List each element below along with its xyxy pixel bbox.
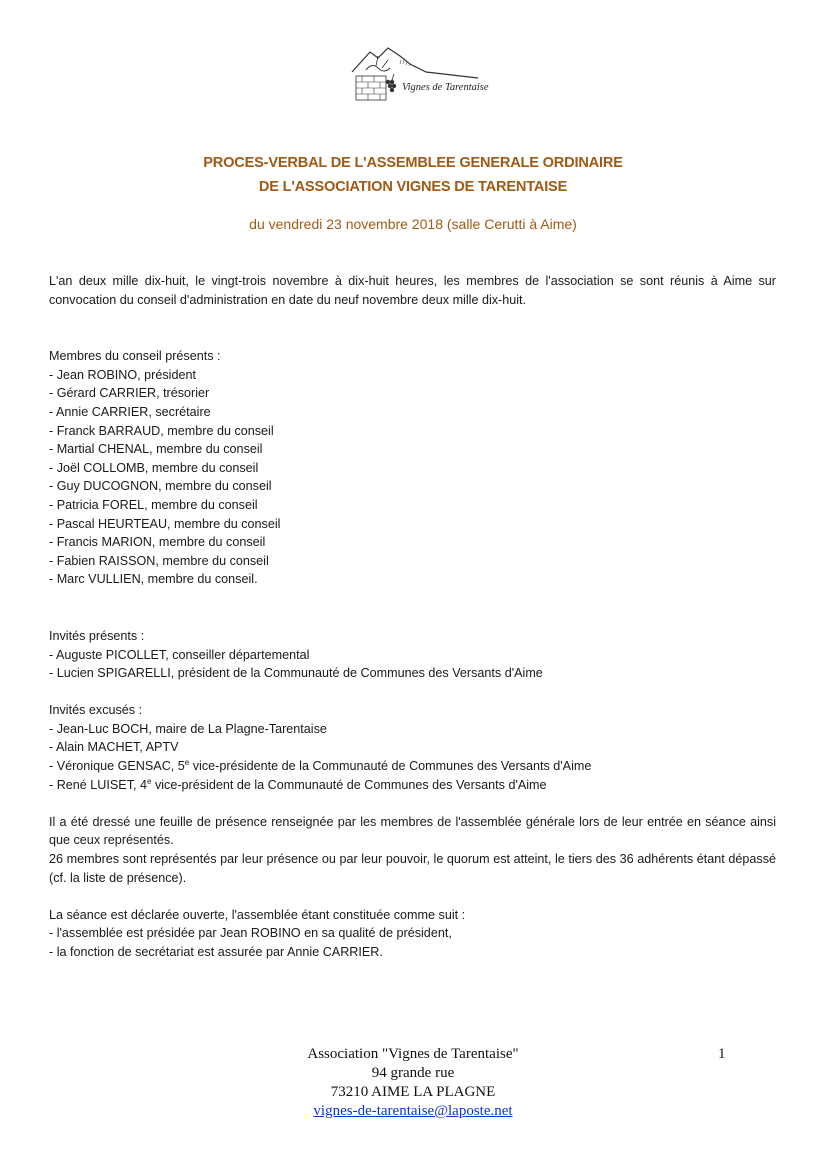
list-item: - Francis MARION, membre du conseil <box>49 535 266 550</box>
list-item: - Alain MACHET, APTV <box>49 740 179 755</box>
footer-street: 94 grande rue <box>371 1065 455 1081</box>
footer-email-link[interactable]: vignes-de-tarentaise@laposte.net <box>313 1103 513 1119</box>
document-title <box>0 151 826 199</box>
mountain-vineyard-logo-icon <box>348 42 482 108</box>
list-item: - Gérard CARRIER, trésorier <box>49 386 210 401</box>
list-item: - Pascal HEURTEAU, membre du conseil <box>49 516 281 531</box>
list-item: - Marc VULLIEN, membre du conseil. <box>49 572 258 587</box>
opening-heading: La séance est déclarée ouverte, l'assemblée étant constituée comme suit : <box>49 907 466 922</box>
list-item: - René LUISET, 4e vice-président de la Communauté de Communes des Versants d'Aime <box>49 776 547 792</box>
attendance-paragraph-2: 26 membres sont représentés par leur présence ou par leur pouvoir, le quorum est atteint, le tiers des 36 adhérents étant dépassé (cf. la liste de présence). <box>49 852 776 885</box>
footer-city: 73210 AIME LA PLAGNE <box>330 1084 496 1100</box>
page-number: 1 <box>718 1046 726 1062</box>
list-item: - Patricia FOREL, membre du conseil <box>49 497 258 512</box>
document-body <box>49 272 776 962</box>
footer-association: Association "Vignes de Tarentaise" <box>307 1046 519 1062</box>
list-item: - l'assemblée est présidée par Jean ROBINO en sa qualité de président, <box>49 926 452 941</box>
logo-text: Vignes de Tarentaise <box>402 82 489 93</box>
title-line-2: DE L'ASSOCIATION VIGNES DE TARENTAISE <box>258 179 568 195</box>
list-item: - Jean-Luc BOCH, maire de La Plagne-Tarentaise <box>49 721 327 736</box>
meeting-date: du vendredi 23 novembre 2018 (salle Cerutti à Aime) <box>249 216 577 232</box>
list-item: - Guy DUCOGNON, membre du conseil <box>49 479 272 494</box>
intro-paragraph: L'an deux mille dix-huit, le vingt-trois novembre à dix-huit heures, les membres de l'association se sont réunis à Aime sur convocation du conseil d'administration en date du neuf novembre deux mille dix-huit. <box>49 274 776 307</box>
association-logo <box>348 42 489 108</box>
list-item: - Franck BARRAUD, membre du conseil <box>49 423 274 438</box>
title-line-1: PROCES-VERBAL DE L'ASSEMBLEE GENERALE ORDINAIRE <box>203 155 623 171</box>
list-item: - Annie CARRIER, secrétaire <box>49 404 211 419</box>
members-list <box>49 366 776 589</box>
list-item: - la fonction de secrétariat est assurée par Annie CARRIER. <box>49 945 383 959</box>
guests-excused-list <box>49 720 776 794</box>
list-item: - Joël COLLOMB, membre du conseil <box>49 460 259 475</box>
list-item: - Jean ROBINO, président <box>49 367 196 382</box>
list-item: - Martial CHENAL, membre du conseil <box>49 442 263 457</box>
attendance-paragraph-1: Il a été dressé une feuille de présence renseignée par les membres de l'assemblée générale lors de leur entrée en séance ainsi que ceux représentés. <box>49 814 776 848</box>
list-item: - Fabien RAISSON, membre du conseil <box>49 553 269 568</box>
opening-list <box>49 924 776 961</box>
page-footer <box>0 1045 826 1121</box>
guests-present-heading: Invités présents : <box>49 628 145 643</box>
guests-excused-heading: Invités excusés : <box>49 703 143 718</box>
list-item: - Auguste PICOLLET, conseiller départemental <box>49 647 310 662</box>
list-item: - Lucien SPIGARELLI, président de la Communauté de Communes des Versants d'Aime <box>49 666 543 681</box>
members-heading: Membres du conseil présents : <box>49 349 221 364</box>
guests-present-list <box>49 646 776 683</box>
list-item: - Véronique GENSAC, 5e vice-présidente de la Communauté de Communes des Versants d'Aime <box>49 757 592 774</box>
